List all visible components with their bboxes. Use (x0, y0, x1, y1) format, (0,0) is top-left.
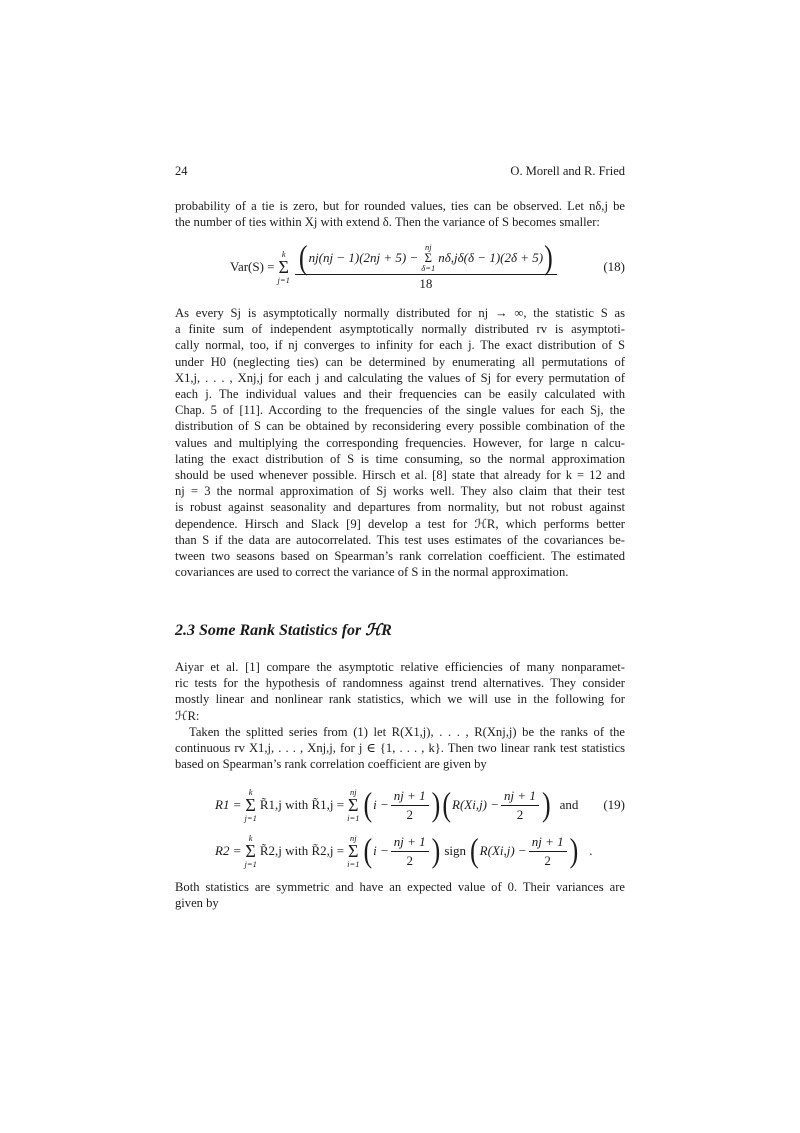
text-line: probability of a tie is zero, but for rounded values, ties can be observed. Let nδ,j be (175, 199, 625, 213)
sum-upper: nj (424, 241, 432, 252)
paren: ( (298, 238, 308, 276)
text-line: Taken the splitted series from (1) let R(X1,j), . . . , R(Xnj,j) be the ranks of the (189, 724, 625, 739)
rank-term: R(Xi,j) − (452, 797, 500, 812)
section-heading: 2.3 Some Rank Statistics for ℋR (175, 622, 392, 639)
r1-tilde: R̃1,j with R̃1,j = (259, 797, 345, 812)
paragraph-aiyar (175, 659, 625, 772)
text-line: Aiyar et al. [1] compare the asymptotic relative efficiencies of many nonparamet- (175, 660, 625, 674)
denominator: 2 (516, 806, 524, 822)
text-line: As every Sj is asymptotically normally distributed for nj → ∞, the statistic S as (175, 306, 625, 320)
running-authors: O. Morell and R. Fried (510, 164, 625, 178)
sum-upper: k (281, 248, 286, 259)
sum-upper: nj (349, 786, 357, 797)
fraction (501, 788, 539, 823)
and-word: and (559, 797, 579, 812)
text-line: lating the exact distribution of S is time consuming, so the normal approximation (175, 451, 625, 466)
paren: ( (442, 785, 451, 824)
paren: ( (363, 785, 373, 824)
denominator: 2 (406, 852, 413, 868)
paren: ( (470, 831, 479, 870)
text-line: a finite sum of independent asymptotically normally distributed rv is asymptoti- (175, 322, 625, 337)
running-header (175, 164, 625, 179)
sigma: Σ (348, 795, 359, 815)
sign-function: sign (444, 843, 466, 858)
text-line: values and multiplying the corresponding frequencies. However, for large n calcu- (175, 435, 625, 450)
text-line: given by (175, 896, 219, 911)
numerator-left: nj(nj − 1)(2nj + 5) − (308, 249, 419, 265)
denominator: 18 (419, 275, 433, 291)
text-line: dependence. Hirsch and Slack [9] develop a test for ℋR, which performs better (175, 516, 625, 531)
numerator: nj + 1 (391, 788, 429, 806)
paren: ) (431, 785, 441, 824)
sum-lower: j=1 (244, 859, 257, 869)
sigma: Σ (348, 841, 359, 861)
sigma: Σ (278, 257, 289, 277)
r2-lhs: R2 = (215, 843, 242, 858)
sum-upper: k (248, 832, 253, 843)
text-line: ric tests for the hypothesis of randomness against trend alternatives. They consider (175, 676, 625, 691)
period: . (589, 843, 593, 858)
text-line: the number of ties within Xj with extend δ. Then the variance of S becomes smaller: (175, 215, 600, 230)
i-minus: i − (373, 843, 389, 858)
numerator-right: nδ,jδ(δ − 1)(2δ + 5) (438, 249, 544, 265)
fraction (295, 238, 557, 292)
sigma: Σ (424, 250, 433, 265)
summation (347, 788, 359, 823)
denominator: 2 (406, 806, 413, 822)
fraction (529, 834, 567, 869)
paren: ) (541, 785, 551, 824)
r2-tilde: R̃2,j with R̃2,j = (259, 843, 345, 858)
i-minus: i − (373, 797, 389, 812)
equation-row-r2 (215, 828, 625, 874)
equation-number: (18) (603, 259, 625, 274)
numerator: nj + 1 (391, 834, 429, 852)
paren: ) (569, 831, 579, 870)
text-line: is robust against seasonality and departures from normality, but not robust against (175, 500, 625, 515)
text-line: ℋR: (175, 708, 200, 723)
sum-lower: j=1 (277, 275, 290, 285)
paren: ) (544, 238, 553, 276)
inner-summation (421, 243, 435, 273)
fraction (391, 834, 429, 869)
text-line: Both statistics are symmetric and have an expected value of 0. Their variances are (175, 880, 625, 894)
summation (278, 250, 290, 285)
text-line: continuous rv X1,j, . . . , Xnj,j, for j ∈ {1, . . . , k}. Then two linear rank test statistics (175, 741, 625, 756)
text-line: nj = 3 the normal approximation of Sj works well. They also claim that their test (175, 484, 625, 499)
page-number: 24 (175, 164, 188, 178)
denominator: 2 (544, 852, 551, 868)
text-line: distribution of S can be obtained by reconsidering every possible combination of the (175, 419, 625, 434)
fraction (391, 788, 429, 823)
sum-upper: nj (349, 832, 357, 843)
sum-lower: i=1 (347, 813, 360, 823)
text-line: should be used whenever possible. Hirsch et al. [8] state that already for k = 12 and (175, 468, 625, 483)
text-line: X1,j, . . . , Xnj,j for each j and calculating the values of Sj for every permutation of (175, 370, 625, 385)
equation-18 (230, 236, 625, 298)
text-line: than S if the data are autocorrelated. This test uses estimates of the covariances be- (175, 532, 625, 547)
text-line: Chap. 5 of [11]. According to the frequencies of the single values for each Sj, the (175, 403, 625, 418)
summation (244, 788, 256, 823)
paren: ( (363, 831, 373, 870)
rank-term: R(Xi,j) − (479, 843, 527, 858)
text-line: based on Spearman’s rank correlation coefficient are given by (175, 757, 487, 772)
eq18-lhs: Var(S) = (230, 259, 275, 274)
equation-19 (215, 782, 625, 872)
equation-row-r1 (215, 782, 625, 828)
sum-lower: δ=1 (421, 263, 436, 273)
text-line: under H0 (neglecting ties) can be determined by enumerating all permutations of (175, 354, 625, 369)
paren: ) (431, 831, 441, 870)
text-line: covariances are used to correct the variance of S in the normal approximation. (175, 565, 569, 580)
summation (244, 834, 256, 869)
sigma: Σ (245, 841, 256, 861)
equation-number: (19) (603, 797, 625, 812)
paragraph-ties (175, 198, 625, 230)
paragraph-asymptotic (175, 305, 625, 580)
numerator: nj + 1 (529, 834, 567, 852)
text-line: each j. The individual values and their frequencies can be easily calculated with (175, 387, 625, 402)
sigma: Σ (245, 795, 256, 815)
sum-upper: k (248, 786, 253, 797)
text-line: cally normal, too, if nj converges to infinity for each j. The exact distribution of S (175, 338, 625, 353)
sum-lower: j=1 (244, 813, 257, 823)
sum-lower: i=1 (347, 859, 360, 869)
text-line: tween two seasons based on Spearman’s rank correlation coefficient. The estimated (175, 549, 625, 564)
r1-lhs: R1 = (215, 797, 242, 812)
numerator: nj + 1 (501, 788, 539, 806)
summation (347, 834, 359, 869)
paragraph-variances (175, 879, 625, 911)
text-line: mostly linear and nonlinear rank statistics, which we will use in the following for (175, 692, 625, 707)
